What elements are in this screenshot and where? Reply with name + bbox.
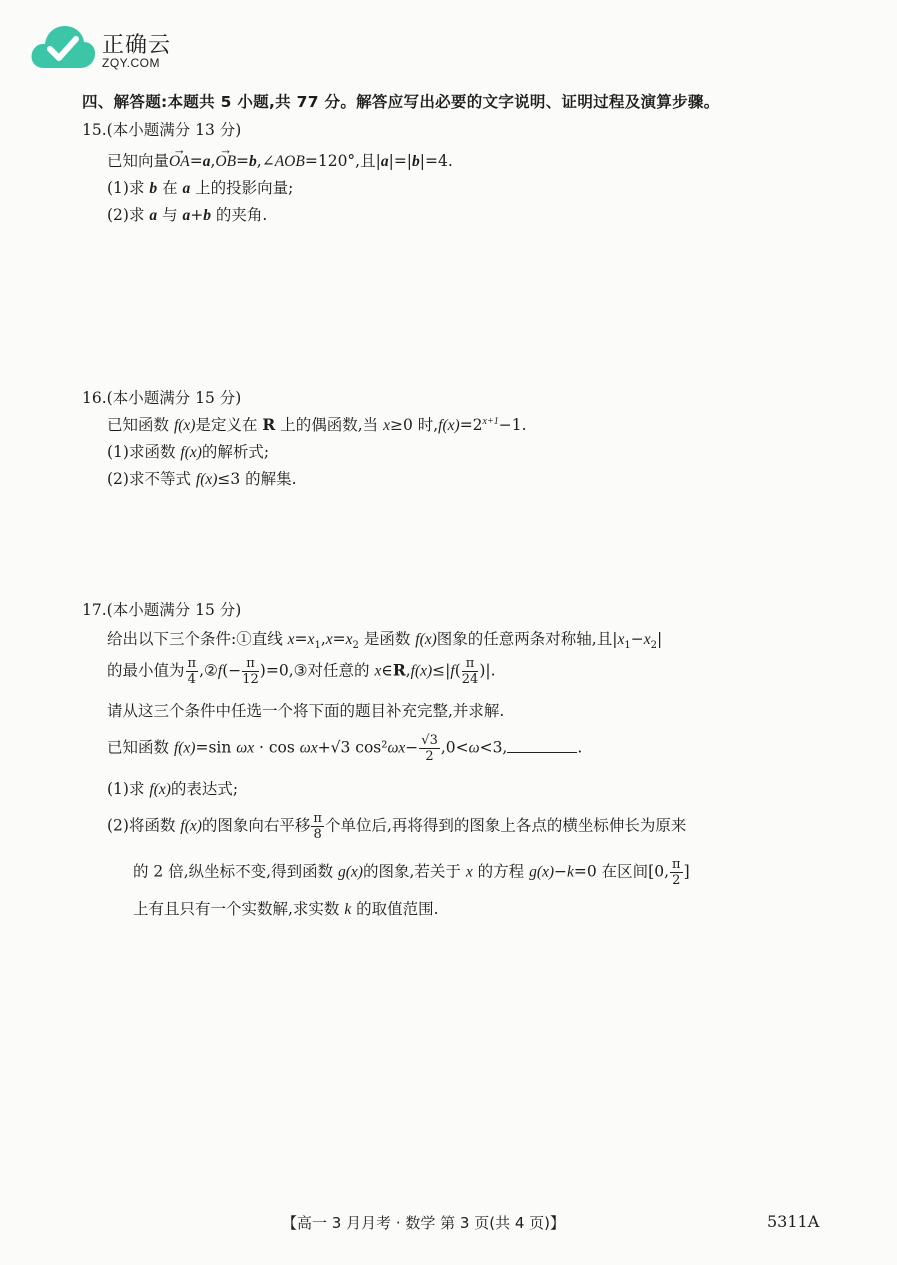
brand-domain: ZQY.COM	[102, 56, 160, 70]
q17-line1: 给出以下三个条件:①直线 $x=x_1,x=x_2$ 是函数 f(x)图象的任意两条对称轴,且$|x_1-x_2|$	[107, 630, 663, 652]
fraction: $\frac{\pi}{8}$	[313, 811, 322, 842]
fraction: $\frac{\pi}{4}$	[187, 656, 197, 687]
q15-part2: (2)求 a 与 a+b 的夹角.	[107, 206, 268, 224]
fraction: $\frac{\pi}{2}$	[672, 857, 681, 888]
q17-line3: 请从这三个条件中任选一个将下面的题目补充完整,并求解.	[107, 702, 505, 720]
page-footer: 【高一 3 月月考 · 数学 第 3 页(共 4 页)】	[282, 1214, 566, 1232]
fraction: $\frac{√3}{2}$	[421, 733, 438, 764]
q17-part2-line2: 的 2 倍,纵坐标不变,得到函数 g(x)的图象,若关于 x 的方程 g(x)−k=0 在区间[0, $\frac{\pi}{2}$ ]	[133, 857, 690, 888]
q16-stem: 已知函数 f(x)是定义在 R 上的偶函数,当 x≥0 时$,f(x)=2^{x+1}-1$.	[107, 415, 527, 434]
answer-blank	[507, 738, 577, 753]
q16-part2: (2)求不等式 f(x)≤3 的解集.	[107, 470, 297, 488]
q16-part1: (1)求函数 f(x)的解析式;	[107, 443, 270, 461]
section-title: 四、解答题:本题共 5 小题,共 77 分。解答应写出必要的文字说明、证明过程及演算步骤。	[82, 93, 720, 111]
cloud-check-icon	[30, 22, 96, 72]
q17-part2-line3: 上有且只有一个实数解,求实数 k 的取值范围.	[133, 900, 439, 918]
q17-header: 17.(本小题满分 15 分)	[82, 601, 242, 619]
paper-code: 5311A	[767, 1212, 820, 1231]
q15-header: 15.(本小题满分 13 分)	[82, 121, 242, 139]
q16-header: 16.(本小题满分 15 分)	[82, 389, 242, 407]
logo	[30, 22, 180, 74]
q17-part1: (1)求 f(x)的表达式;	[107, 780, 239, 798]
brand-name: 正确云	[102, 33, 172, 58]
fraction: $\frac{\pi}{12}$	[242, 656, 259, 687]
q17-line4: 已知函数 f(x)=sin ωx · cos ωx+√3 cos²ωx− $\frac{√3}{2}$ ,0<ω<3, .	[107, 733, 583, 764]
fraction: $\frac{\pi}{24}$	[461, 656, 479, 687]
q17-line2: 的最小值为 $\frac{\pi}{4}$ ,②f(− $\frac{\pi}{12}$ )=0,③对任意的 x∈R,f(x)≤|f( $\frac{\pi}{24}$ )|.	[107, 656, 496, 687]
q15-part1: (1)求 b 在 a 上的投影向量;	[107, 179, 294, 197]
q15-stem: 已知向量→ OA=a,→ OB=b,∠AOB=120°,且|a|=|b|=4.	[107, 149, 453, 171]
q17-part2-line1: (2)将函数 f(x)的图象向右平移 $\frac{\pi}{8}$ 个单位后,再将得到的图象上各点的横坐标伸长为原来	[107, 811, 687, 842]
